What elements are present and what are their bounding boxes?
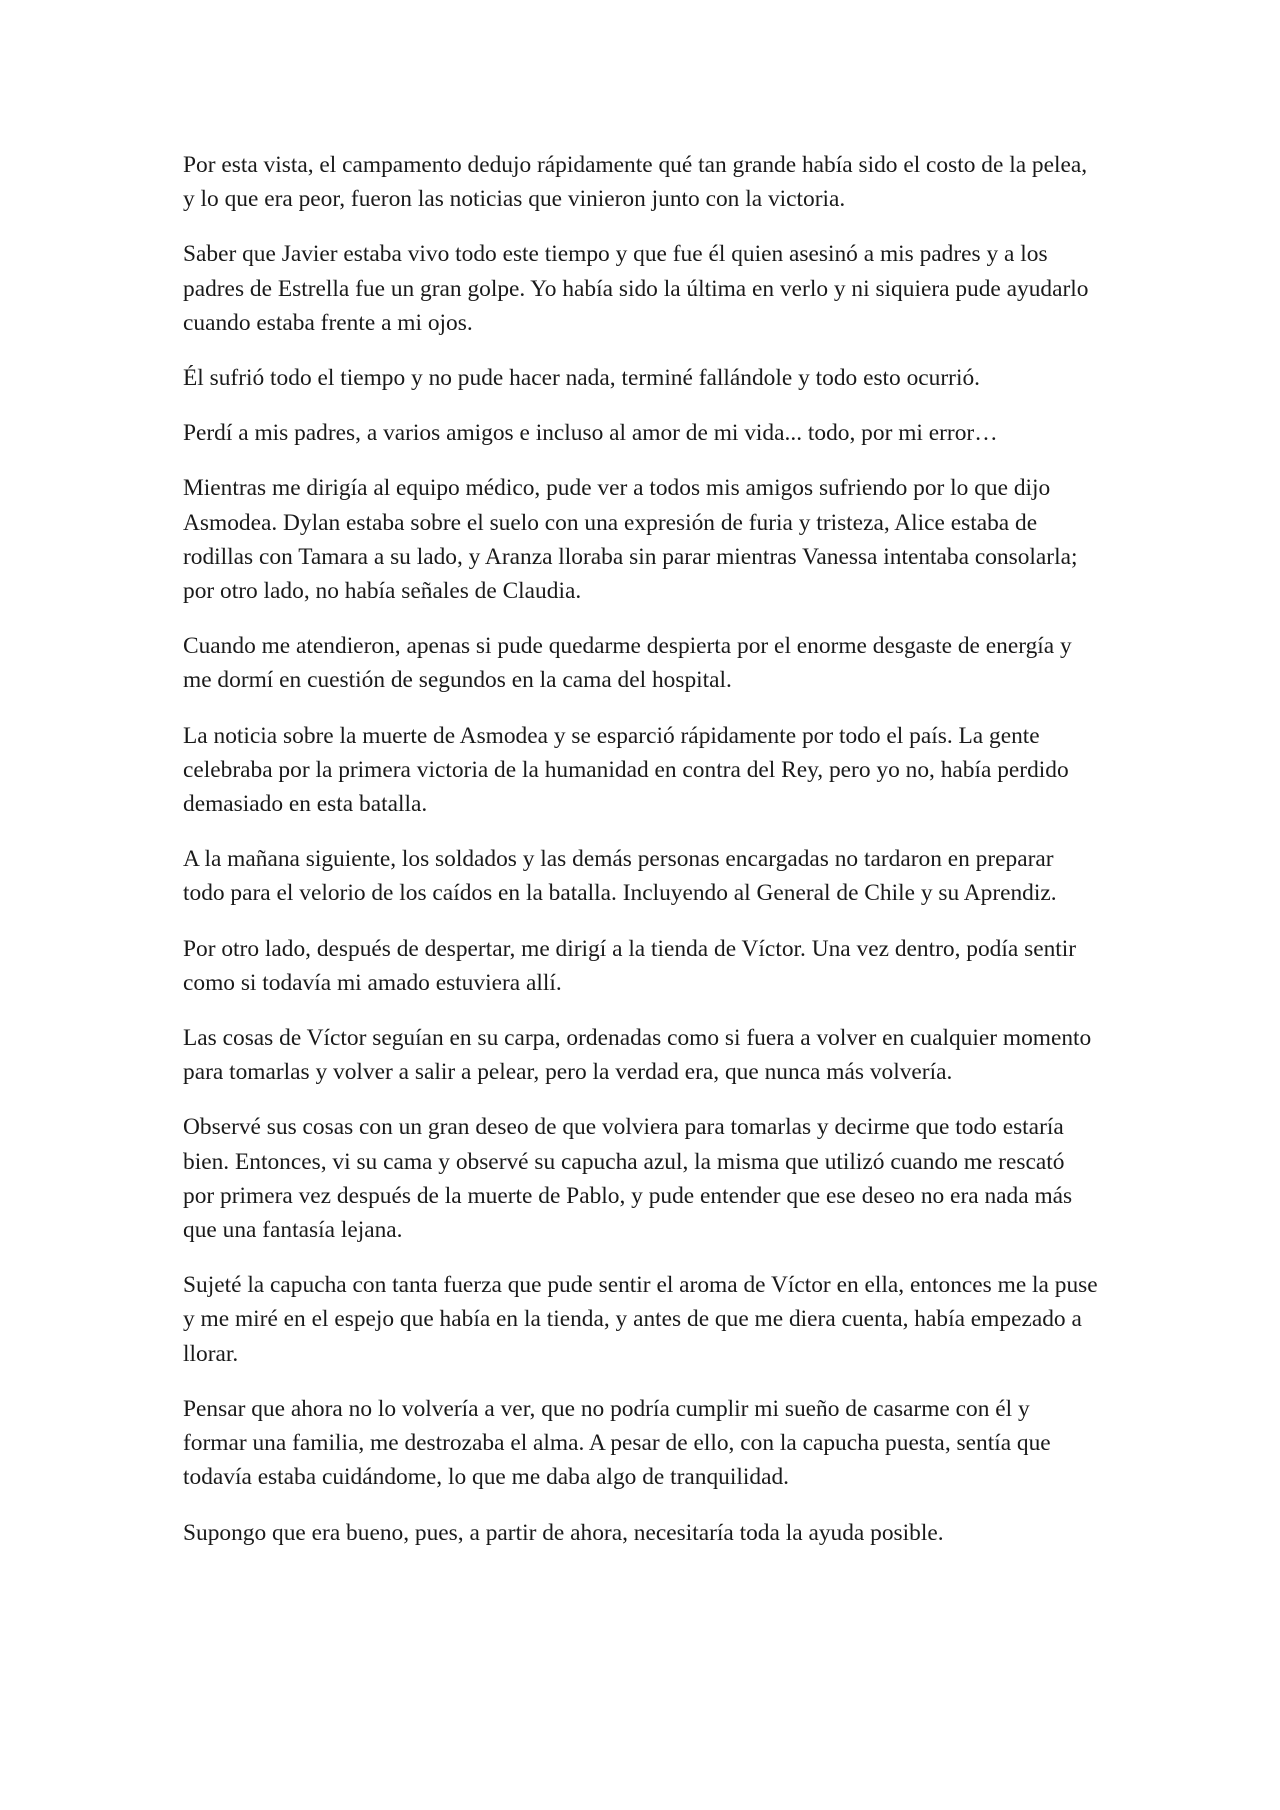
paragraph-6: Cuando me atendieron, apenas si pude quedarme despierta por el enorme desgaste de energía y me dormí en cuestión de segundos en la cama del hospital. [183,633,1072,694]
paragraph-3: Él sufrió todo el tiempo y no pude hacer nada, terminé fallándole y todo esto ocurrió. [183,365,980,392]
paragraph-10: Las cosas de Víctor seguían en su carpa, ordenadas como si fuera a volver en cualquier momento para tomarlas y volver a salir a pelear, pero la verdad era, que nunca más volvería. [183,1025,1092,1086]
paragraph-7: La noticia sobre la muerte de Asmodea y se esparció rápidamente por todo el país. La gente celebraba por la primera victoria de la humanidad en contra del Rey, pero yo no, había perdido demasiado en esta batalla. [183,722,1069,818]
document-body [183,148,1098,1571]
paragraph-14: Supongo que era bueno, pues, a partir de ahora, necesitaría toda la ayuda posible. [183,1519,944,1546]
paragraph-8: A la mañana siguiente, los soldados y las demás personas encargadas no tardaron en preparar todo para el velorio de los caídos en la batalla. Incluyendo al General de Chile y su Aprendiz. [183,846,1057,907]
paragraph-11: Observé sus cosas con un gran deseo de que volviera para tomarlas y decirme que todo estaría bien. Entonces, vi su cama y observé su capucha azul, la misma que utilizó cuando me rescató por primera vez después de la muerte de Pablo, y pude entender que ese deseo no era nada más que una fantasía lejana. [183,1114,1073,1244]
paragraph-1: Por esta vista, el campamento dedujo rápidamente qué tan grande había sido el costo de la pelea, y lo que era peor, fueron las noticias que vinieron junto con la victoria. [183,152,1088,213]
paragraph-5: Mientras me dirigía al equipo médico, pude ver a todos mis amigos sufriendo por lo que dijo Asmodea. Dylan estaba sobre el suelo con una expresión de furia y tristeza, Alice estaba de rodillas con Tamara a su lado, y Aranza lloraba sin parar mientras Vanessa intentaba consolarla; por otro lado, no había señales de Claudia. [183,475,1078,605]
paragraph-13: Pensar que ahora no lo volvería a ver, que no podría cumplir mi sueño de casarme con él y formar una familia, me destrozaba el alma. A pesar de ello, con la capucha puesta, sentía que todavía estaba cuidándome, lo que me daba algo de tranquilidad. [183,1395,1051,1491]
paragraph-4: Perdí a mis padres, a varios amigos e incluso al amor de mi vida... todo, por mi error… [183,420,998,447]
paragraph-9: Por otro lado, después de despertar, me dirigí a la tienda de Víctor. Una vez dentro, podía sentir como si todavía mi amado estuviera allí. [183,935,1077,996]
paragraph-12: Sujeté la capucha con tanta fuerza que pude sentir el aroma de Víctor en ella, entonces me la puse y me miré en el espejo que había en la tienda, y antes de que me diera cuenta, había empezado a llorar. [183,1272,1098,1367]
paragraph-2: Saber que Javier estaba vivo todo este tiempo y que fue él quien asesinó a mis padres y a los padres de Estrella fue un gran golpe. Yo había sido la última en verlo y ni siquiera pude ayudarlo cuando estaba frente a mi ojos. [183,241,1089,336]
